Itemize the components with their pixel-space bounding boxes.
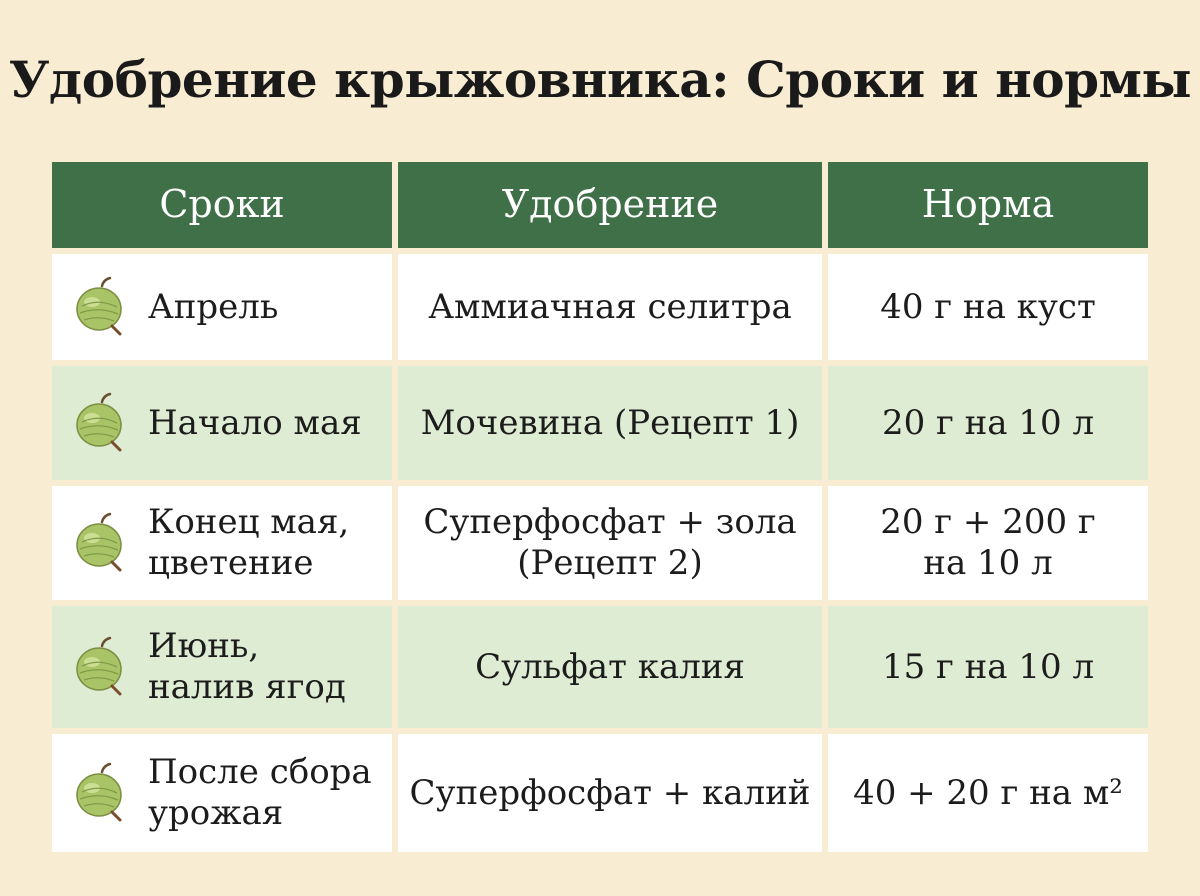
column-header-rate: Норма [828, 162, 1148, 248]
fertilizer-cell: Мочевина (Рецепт 1) [398, 366, 822, 480]
fertilizer-cell: Суперфосфат + калий [398, 734, 822, 852]
term-label: Конец мая, цветение [148, 502, 350, 583]
term-label: Апрель [148, 286, 279, 327]
table-row-term [52, 366, 392, 480]
table-row-term [52, 254, 392, 360]
table-row-term [52, 606, 392, 728]
fertilizer-cell: Аммиачная селитра [398, 254, 822, 360]
rate-cell: 40 г на куст [828, 254, 1148, 360]
page-title: Удобрение крыжовника: Сроки и нормы [8, 50, 1192, 109]
fertilizer-table [52, 162, 1148, 852]
gooseberry-icon [72, 392, 128, 454]
fertilizer-cell: Суперфосфат + зола (Рецепт 2) [398, 486, 822, 600]
column-header-fertilizer: Удобрение [398, 162, 822, 248]
rate-cell: 15 г на 10 л [828, 606, 1148, 728]
gooseberry-icon [72, 636, 128, 698]
rate-cell: 40 + 20 г на м² [828, 734, 1148, 852]
fertilizer-cell: Сульфат калия [398, 606, 822, 728]
rate-cell: 20 г на 10 л [828, 366, 1148, 480]
column-header-terms: Сроки [52, 162, 392, 248]
gooseberry-icon [72, 276, 128, 338]
table-row-term [52, 734, 392, 852]
gooseberry-icon [72, 762, 128, 824]
rate-cell: 20 г + 200 г на 10 л [828, 486, 1148, 600]
gooseberry-icon [72, 512, 128, 574]
term-label: Начало мая [148, 402, 362, 443]
table-row-term [52, 486, 392, 600]
term-label: Июнь, налив ягод [148, 626, 346, 707]
term-label: После сбора урожая [148, 752, 372, 833]
